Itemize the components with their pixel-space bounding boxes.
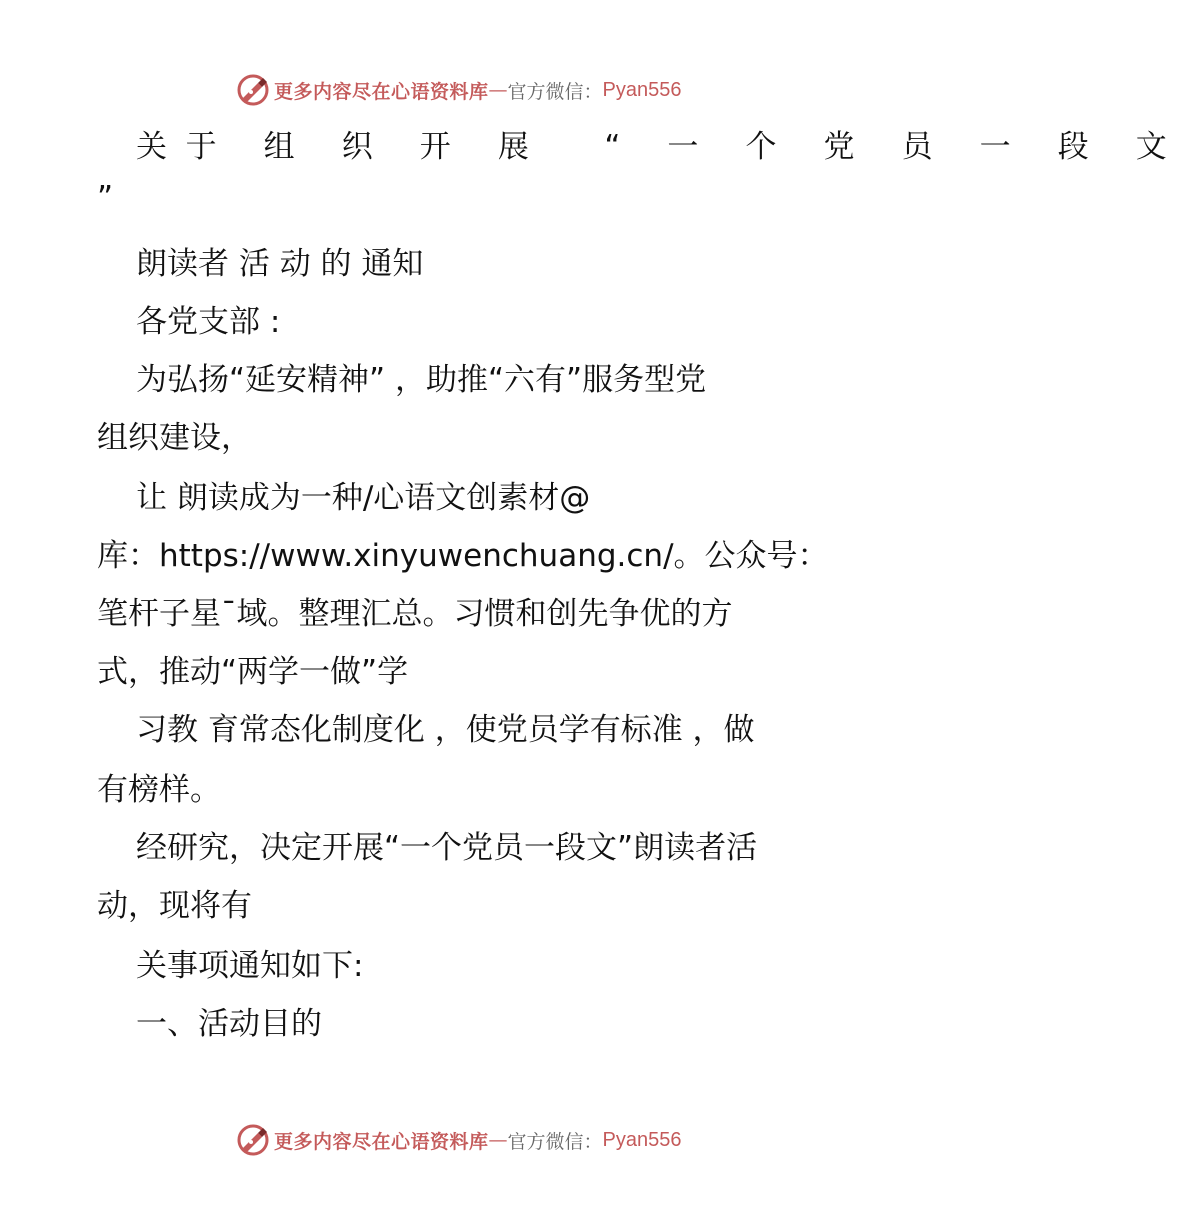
watermark-wechat-label: 官方微信： — [507, 80, 603, 103]
title-line-1: 关于 组 织 开 展 “ 一 个 党 员 一 段 文 — [136, 129, 1185, 165]
watermark-wechat-id: Pyan556 — [602, 78, 682, 101]
paragraph-line: 库：https://www.xinyuwenchuang.cn/。公众号： — [97, 538, 829, 574]
pen-logo-icon — [236, 1123, 270, 1157]
watermark-wechat-label: 官方微信： — [507, 1130, 603, 1153]
paragraph-line: 经研究，决定开展“一个党员一段文”朗读者活 — [136, 830, 758, 866]
paragraph-line: 有榜样。 — [97, 772, 221, 808]
paragraph-line: 为弘扬“延安精神” ，助推“六有”服务型党 — [136, 362, 707, 398]
paragraph-line: 习教 育常态化制度化 ，使党员学有标准 ，做 — [136, 712, 755, 748]
paragraph-line: 动，现将有 — [97, 888, 252, 924]
title-line-3: 朗读者 活 动 的 通知 — [136, 246, 424, 282]
title-line-2: ” — [97, 180, 114, 216]
header-watermark — [236, 72, 682, 108]
salutation: 各党支部 : — [136, 304, 281, 340]
footer-watermark — [236, 1122, 682, 1158]
paragraph-line: 式，推动“两学一做”学 — [97, 654, 409, 690]
watermark-separator: — — [488, 79, 508, 101]
watermark-wechat-id: Pyan556 — [602, 1128, 682, 1151]
watermark-separator: — — [488, 1129, 508, 1151]
paragraph-line: 让 朗读成为一种/心语文创素材@ — [136, 480, 591, 516]
watermark-site-text: 更多内容尽在心语资料库 — [274, 1130, 489, 1153]
paragraph-line: 笔杆子星¯域。整理汇总。习惯和创先争优的方 — [97, 596, 733, 632]
paragraph-line: 组织建设， — [97, 420, 252, 456]
paragraph-line: 关事项通知如下: — [136, 948, 364, 984]
section-heading: 一、活动目的 — [136, 1006, 322, 1042]
pen-logo-icon — [236, 73, 270, 107]
watermark-site-text: 更多内容尽在心语资料库 — [274, 80, 489, 103]
